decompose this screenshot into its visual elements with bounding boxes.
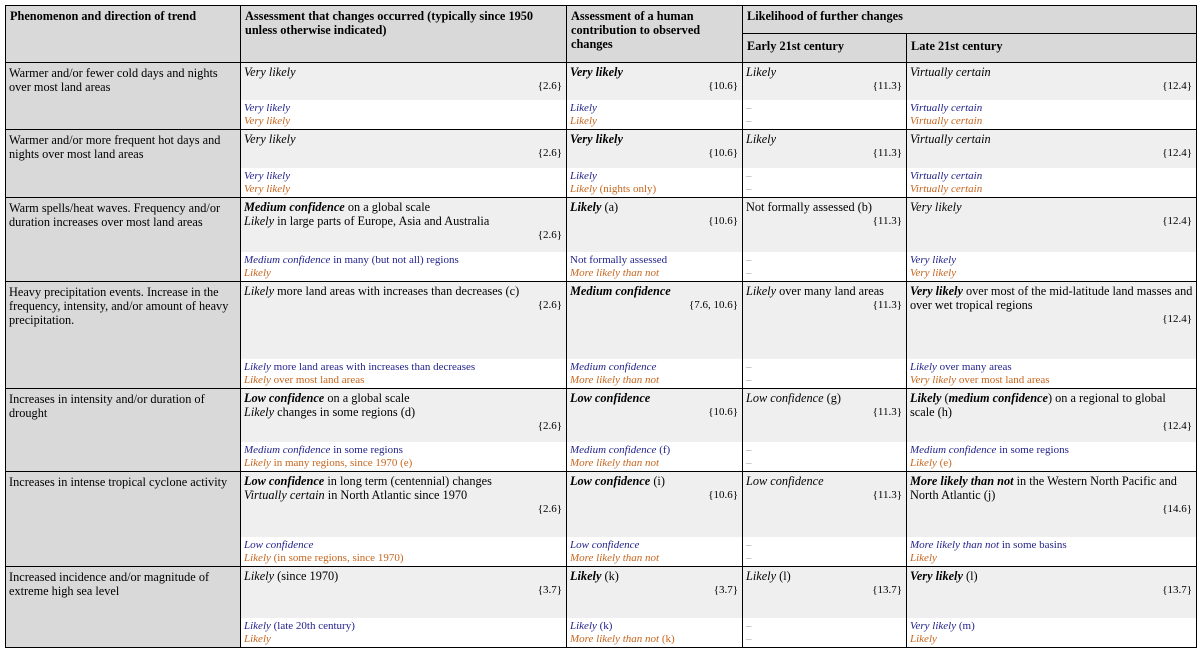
assessment-cell xyxy=(907,472,1197,567)
prior-assessment-orange: Very likely xyxy=(244,183,291,195)
chapter-reference: {2.6} xyxy=(537,147,562,159)
phenomenon-cell: Warmer and/or more frequent hot days and nights over most land areas xyxy=(6,130,241,198)
cell-primary-text: Low confidence xyxy=(570,391,651,405)
prior-assessment-blue: Very likely xyxy=(244,170,291,182)
assessment-cell xyxy=(567,567,743,648)
assessment-cell xyxy=(567,130,743,198)
prior-assessment-orange: Likely (nights only) xyxy=(570,183,657,195)
cell-primary-text: Very likely (l) xyxy=(910,569,978,583)
cell-primary-text: Medium confidence on a global scale xyxy=(244,200,431,214)
prior-assessment-blue: Likely over many areas xyxy=(910,361,1012,373)
prior-assessment-blue: Very likely xyxy=(910,254,957,266)
cell-primary-text: Very likely xyxy=(570,65,623,79)
phenomenon-cell: Increased incidence and/or magnitude of extreme high sea level xyxy=(6,567,241,648)
prior-assessment-orange: Likely xyxy=(244,267,271,279)
assessment-cell xyxy=(743,567,907,648)
phenomenon-cell: Increases in intense tropical cyclone activity xyxy=(6,472,241,567)
cell-primary-text: Low confidence in long term (centennial) changes xyxy=(244,474,492,488)
assessment-cell xyxy=(907,130,1197,198)
assessment-cell xyxy=(907,389,1197,472)
prior-assessment-orange: – xyxy=(746,552,752,564)
cell-primary-text: Virtually certain xyxy=(910,65,991,79)
prior-assessment-orange: Likely (in some regions, since 1970) xyxy=(244,552,404,564)
phenomenon-cell: Warmer and/or fewer cold days and nights over most land areas xyxy=(6,63,241,130)
prior-assessment-blue: Not formally assessed xyxy=(570,254,668,266)
cell-primary-text: More likely than not in the Western North Pacific and North Atlantic (j) xyxy=(910,474,1177,502)
assessment-cell xyxy=(907,282,1197,389)
cell-primary-text: Medium confidence xyxy=(570,284,671,298)
prior-assessment-orange: Very likely xyxy=(244,115,291,127)
cell-primary-text: Likely (l) xyxy=(746,569,791,583)
assessment-cell xyxy=(907,567,1197,648)
prior-assessment-orange: Likely xyxy=(244,633,271,645)
chapter-reference: {11.3} xyxy=(872,489,902,501)
header-early: Early 21st century xyxy=(743,34,907,63)
cell-primary-text: Likely more land areas with increases than decreases (c) xyxy=(244,284,520,298)
prior-assessment-orange: Virtually certain xyxy=(910,115,983,127)
chapter-reference: {11.3} xyxy=(872,147,902,159)
prior-assessment-blue: – xyxy=(746,102,752,114)
assessment-cell xyxy=(907,63,1197,130)
header-likelihood: Likelihood of further changes xyxy=(743,6,1197,34)
assessment-cell xyxy=(567,282,743,389)
header-late: Late 21st century xyxy=(907,34,1197,63)
table-row xyxy=(6,130,1197,198)
cell-primary-text: Virtually certain xyxy=(910,132,991,146)
prior-assessment-orange: Very likely over most land areas xyxy=(910,374,1050,386)
prior-assessment-orange: Likely xyxy=(910,633,937,645)
chapter-reference: {12.4} xyxy=(1162,80,1193,92)
cell-primary-text: Likely (medium confidence) on a regional to global scale (h) xyxy=(910,391,1166,419)
prior-assessment-blue: – xyxy=(746,254,752,266)
assessment-cell xyxy=(241,130,567,198)
chapter-reference: {14.6} xyxy=(1162,503,1193,515)
cell-secondary-text: Likely changes in some regions (d) xyxy=(244,405,416,419)
prior-assessment-orange: More likely than not (k) xyxy=(570,633,675,645)
assessment-cell xyxy=(567,198,743,282)
prior-assessment-blue: Low confidence xyxy=(570,539,640,551)
chapter-reference: {13.7} xyxy=(872,584,902,596)
prior-assessment-orange: – xyxy=(746,374,752,386)
chapter-reference: {10.6} xyxy=(708,215,738,227)
prior-assessment-blue: Medium confidence (f) xyxy=(570,444,671,456)
cell-primary-text: Very likely xyxy=(570,132,623,146)
prior-assessment-orange: Likely xyxy=(570,115,597,127)
chapter-reference: {2.6} xyxy=(537,299,562,311)
prior-assessment-orange: Likely (e) xyxy=(910,457,952,469)
prior-assessment-orange: Likely over most land areas xyxy=(244,374,365,386)
chapter-reference: {2.6} xyxy=(537,229,562,241)
prior-assessment-orange: Likely xyxy=(910,552,937,564)
table-row xyxy=(6,389,1197,472)
prior-assessment-orange: – xyxy=(746,115,752,127)
prior-assessment-orange: More likely than not xyxy=(570,267,660,279)
table-row xyxy=(6,282,1197,389)
cell-primary-text: Very likely xyxy=(244,65,296,79)
assessment-cell xyxy=(907,198,1197,282)
prior-assessment-orange: Very likely xyxy=(910,267,957,279)
prior-assessment-blue: – xyxy=(746,539,752,551)
assessment-cell xyxy=(743,63,907,130)
assessment-cell xyxy=(241,282,567,389)
cell-primary-text: Low confidence (g) xyxy=(746,391,841,405)
prior-assessment-blue: – xyxy=(746,170,752,182)
phenomenon-cell: Heavy precipitation events. Increase in the frequency, intensity, and/or amount of heavy precipitation. xyxy=(6,282,241,389)
chapter-reference: {10.6} xyxy=(708,406,738,418)
prior-assessment-blue: Medium confidence xyxy=(570,361,657,373)
prior-assessment-orange: – xyxy=(746,457,752,469)
prior-assessment-blue: Likely xyxy=(570,102,597,114)
table-row xyxy=(6,198,1197,282)
chapter-reference: {12.4} xyxy=(1162,215,1193,227)
cell-primary-text: Very likely xyxy=(910,200,962,214)
prior-assessment-blue: More likely than not in some basins xyxy=(910,539,1067,551)
table-row xyxy=(6,567,1197,648)
prior-assessment-orange: – xyxy=(746,267,752,279)
cell-primary-text: Likely xyxy=(746,132,777,146)
chapter-reference: {11.3} xyxy=(872,80,902,92)
prior-assessment-blue: Very likely (m) xyxy=(910,620,975,632)
assessment-cell xyxy=(241,389,567,472)
cell-primary-text: Low confidence xyxy=(746,474,824,488)
assessment-cell xyxy=(743,198,907,282)
chapter-reference: {12.4} xyxy=(1162,147,1193,159)
cell-primary-text: Likely (since 1970) xyxy=(244,569,339,583)
prior-assessment-blue: – xyxy=(746,361,752,373)
chapter-reference: {11.3} xyxy=(872,406,902,418)
cell-primary-text: Likely (a) xyxy=(570,200,619,214)
prior-assessment-orange: More likely than not xyxy=(570,457,660,469)
cell-primary-text: Likely over many land areas xyxy=(746,284,884,298)
chapter-reference: {3.7} xyxy=(713,584,738,596)
cell-primary-text: Not formally assessed (b) xyxy=(746,200,873,214)
prior-assessment-blue: Likely (k) xyxy=(570,620,613,632)
prior-assessment-orange: Likely in many regions, since 1970 (e) xyxy=(244,457,413,469)
table-row xyxy=(6,63,1197,130)
prior-assessment-orange: – xyxy=(746,633,752,645)
cell-primary-text: Very likely xyxy=(244,132,296,146)
prior-assessment-blue: Medium confidence in some regions xyxy=(910,444,1069,456)
chapter-reference: {3.7} xyxy=(537,584,562,596)
prior-assessment-blue: – xyxy=(746,620,752,632)
header-phenomenon: Phenomenon and direction of trend xyxy=(6,6,241,63)
phenomenon-cell: Warm spells/heat waves. Frequency and/or duration increases over most land areas xyxy=(6,198,241,282)
prior-assessment-orange: – xyxy=(746,183,752,195)
cell-primary-text: Low confidence on a global scale xyxy=(244,391,410,405)
prior-assessment-blue: Medium confidence in some regions xyxy=(244,444,403,456)
header-assessment: Assessment that changes occurred (typically since 1950 unless otherwise indicated) xyxy=(241,6,567,63)
cell-secondary-text: Likely in large parts of Europe, Asia and Australia xyxy=(244,214,490,228)
chapter-reference: {13.7} xyxy=(1162,584,1193,596)
assessment-cell xyxy=(241,63,567,130)
prior-assessment-blue: Virtually certain xyxy=(910,170,983,182)
assessment-cell xyxy=(567,63,743,130)
chapter-reference: {10.6} xyxy=(708,489,738,501)
assessment-cell xyxy=(743,282,907,389)
prior-assessment-orange: More likely than not xyxy=(570,374,660,386)
table-row xyxy=(6,472,1197,567)
prior-assessment-blue: Low confidence xyxy=(244,539,314,551)
assessment-cell xyxy=(743,389,907,472)
prior-assessment-orange: More likely than not xyxy=(570,552,660,564)
prior-assessment-blue: Likely xyxy=(570,170,597,182)
prior-assessment-blue: Likely more land areas with increases than decreases xyxy=(244,361,476,373)
assessment-cell xyxy=(241,198,567,282)
chapter-reference: {2.6} xyxy=(537,503,562,515)
cell-secondary-text: Virtually certain in North Atlantic since 1970 xyxy=(244,488,468,502)
cell-primary-text: Likely (k) xyxy=(570,569,619,583)
assessment-cell xyxy=(743,130,907,198)
prior-assessment-blue: Virtually certain xyxy=(910,102,983,114)
chapter-reference: {11.3} xyxy=(872,299,902,311)
likelihood-table xyxy=(5,5,1197,648)
chapter-reference: {12.4} xyxy=(1162,313,1193,325)
assessment-cell xyxy=(241,472,567,567)
header-human: Assessment of a human contribution to observed changes xyxy=(567,6,743,63)
assessment-cell xyxy=(567,472,743,567)
prior-assessment-orange: Virtually certain xyxy=(910,183,983,195)
cell-primary-text: Very likely over most of the mid-latitude land masses and over wet tropical regions xyxy=(910,284,1193,312)
cell-primary-text: Likely xyxy=(746,65,777,79)
prior-assessment-blue: Very likely xyxy=(244,102,291,114)
assessment-cell xyxy=(241,567,567,648)
chapter-reference: {10.6} xyxy=(708,80,738,92)
prior-assessment-blue: – xyxy=(746,444,752,456)
assessment-cell xyxy=(743,472,907,567)
phenomenon-cell: Increases in intensity and/or duration of drought xyxy=(6,389,241,472)
prior-assessment-blue: Likely (late 20th century) xyxy=(244,620,355,632)
cell-primary-text: Low confidence (i) xyxy=(570,474,665,488)
chapter-reference: {2.6} xyxy=(537,80,562,92)
chapter-reference: {12.4} xyxy=(1162,420,1193,432)
assessment-cell xyxy=(567,389,743,472)
chapter-reference: {11.3} xyxy=(872,215,902,227)
chapter-reference: {10.6} xyxy=(708,147,738,159)
chapter-reference: {2.6} xyxy=(537,420,562,432)
prior-assessment-blue: Medium confidence in many (but not all) regions xyxy=(244,254,459,266)
chapter-reference: {7.6, 10.6} xyxy=(688,299,738,311)
